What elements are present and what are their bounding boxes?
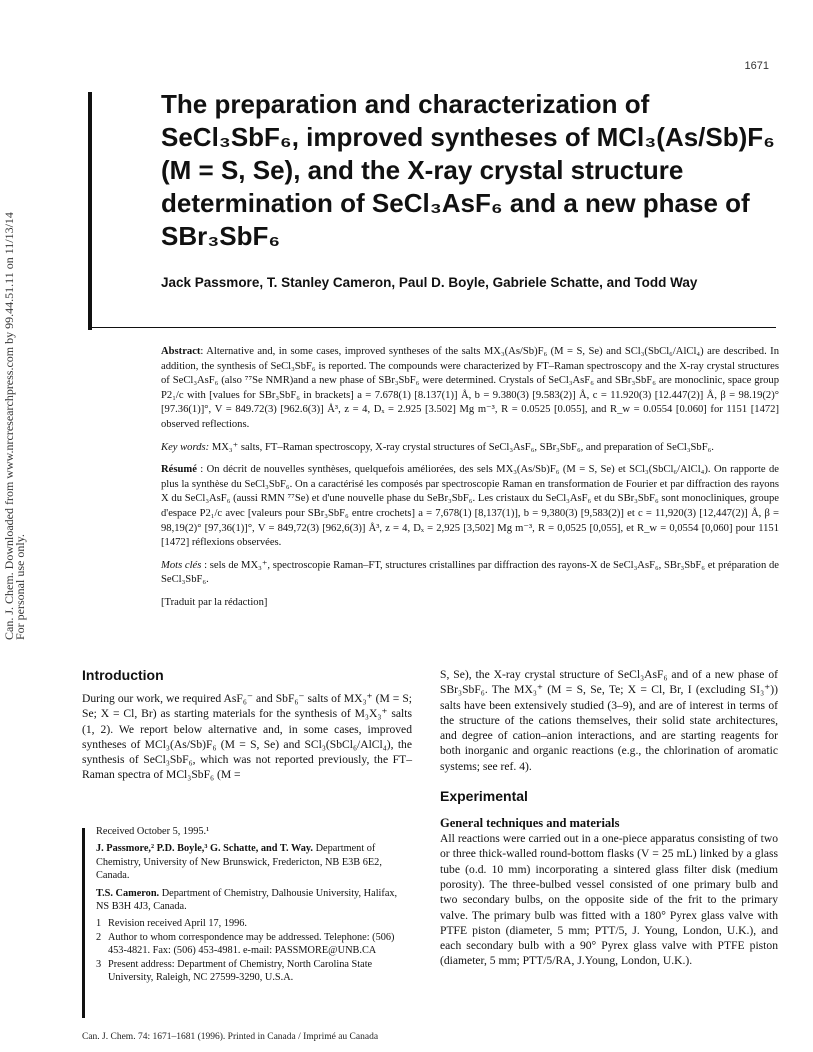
page-number: 1671 [744,60,769,72]
keywords-paragraph [161,441,779,456]
resume-paragraph [161,463,779,551]
translation-note: [Traduit par la rédaction] [161,596,268,608]
introduction-section [82,667,412,783]
received-date: Received October 5, 1995.¹ [96,826,210,837]
author-list: Jack Passmore, T. Stanley Cameron, Paul D. Boyle, Gabriele Schatte, and Todd Way [161,275,698,290]
info-box-accent-bar [82,828,85,1018]
affiliation-dalhousie-names: T.S. Cameron. [96,887,160,899]
mots-cles-label: Mots clés [161,559,202,571]
footnote [96,958,412,985]
abstract-section [161,345,779,619]
affiliation-unb [96,842,412,882]
techniques-subheading: General techniques and materials [440,816,620,831]
footnote-text: Author to whom correspondence may be addressed. Telephone: (506) 453-4821. Fax: (506) 453-4981. e-mail: PASSMORE@UNB.CA [108,931,395,957]
keywords-text: MX₃⁺ salts, FT–Raman spectroscopy, X-ray crystal structures of SeCl₃AsF₆, SBr₃SbF₆, and preparation of SeCl₃SbF₆. [209,441,714,453]
title-divider [88,327,776,328]
resume-text: : On décrit de nouvelles synthèses, quelquefois améliorées, des sels MX₃(As/Sb)F₆ (M = S, Se) et SCl₃(SbCl₆/AlCl₄). On rapporte de plus la synthèse du SeCl₃SbF₆. On a caractérisé les composés par spectroscopie Raman en transformation de Fourier et par diffraction des rayons X du SeCl₃AsF₆ (aussi RMN ⁷⁷Se) et d'une nouvelle phase du SeBr₃SbF₆. Les cristaux du SeCl₃AsF₆ et du SBr₃SbF₆ sont monocliniques, groupe d'espace P2₁/c avec [valeurs pour SBr₃SbF₆ entre crochets] a = 7,678(1) [8,137(1)], b = 9,380(3) [9,583(2)] et c = 11,920(3) [12,447(2)] Å, β = 98,19(2)° [97,36(1)]°, V = 849,72(3) [962,6(3)] Å³, z = 4, Dₓ = 2,925 [3,502] Mg m⁻³, R = 0,0525 [0,055], et R_w = 0,0554 [0,060] pour 1151 [1472] réflexions observées. [161,464,779,549]
title-accent-bar [88,92,92,330]
mots-cles-paragraph [161,559,779,588]
introduction-heading: Introduction [82,667,164,683]
experimental-text: All reactions were carried out in a one-piece apparatus consisting of two or three thick-walled round-bottom flasks (V = 25 mL) linked by a glass tube (o.d. 10 mm) incorporating a sintered glass filter disk (medium porosity). The three-bulbed vessel consisted of one primary bulb and two secondary bulbs, on the opposite side of the frit to the primary valve. The primary bulb was fitted with a 180° Pyrex glass valve with PTFE piston (diameter, 5 mm; PTT/5, J. Young, London, U.K.), and each secondary bulb with a 90° Pyrex glass valve with PTFE piston (diameter, 5 mm; PTT/5/RA, J.Young, London, U.K.). [440,832,778,968]
download-watermark [2,212,27,640]
affiliation-dalhousie-text: Department of Chemistry, Dalhousie University, Halifax, NS B3H 4J3, Canada. [96,887,398,913]
footnote-text: Present address: Department of Chemistry, North Carolina State University, Raleigh, NC 27599-3290, U.S.A. [108,958,373,984]
footnote-number: 2 [96,931,102,943]
affiliation-unb-text: Department of Chemistry, University of New Brunswick, Fredericton, NB E3B 6E2, Canada. [96,843,382,882]
footnote [96,931,412,958]
watermark-line-1: Can. J. Chem. Downloaded from www.nrcresearchpress.com by 99.44.51.11 on 11/13/14 [2,212,16,640]
watermark-line-2: For personal use only. [13,534,27,640]
abstract-paragraph [161,345,779,433]
article-title: The preparation and characterization of SeCl₃SbF₆, improved syntheses of MCl₃(As/Sb)F₆ (M = S, Se), and the X-ray crystal structure determination of SeCl₃AsF₆ and a new phase of SBr₃SbF₆ [161,89,775,251]
footnote-number: 3 [96,958,102,970]
abstract-text: : Alternative and, in some cases, improved syntheses of the salts MX₃(As/Sb)F₆ (M = S, Se) and SCl₃(SbCl₆/AlCl₄) are described. In addition, the synthesis of SeCl₃SbF₆ is reported. The compounds were characterized by FT–Raman spectroscopy and the X-ray crystal structures of SeCl₃AsF₆ (also ⁷⁷Se NMR)and a new phase of SBr₃SbF₆ were determined. Crystals of SeCl₃AsF₆ and SBr₃SbF₆ are monoclinic, space group P2₁/c with [values for SBr₃SbF₆ in brackets] a = 7.678(1) [8.137(1)] Å, b = 9.380(3) [9.583(2)] Å, c = 11.920(3) [12.447(2)] Å, β = 98.19(2)° [97.36(1)]°, V = 849.72(3) [962.6(3)] Å³, z = 4, Dₓ = 2.925 [3.502] Mg m⁻³, R = 0.0525 [0.055], and R_w = 0.0554 [0.060] for 1151 [1472] observed reflections. [161,346,779,430]
resume-label: Résumé [161,464,197,476]
affiliation-unb-names: J. Passmore,² P.D. Boyle,³ G. Schatte, and T. Way. [96,843,313,855]
footnote-text: Revision received April 17, 1996. [108,918,247,930]
citation-footer: Can. J. Chem. 74: 1671–1681 (1996). Printed in Canada / Imprimé au Canada [82,1032,379,1042]
mots-cles-text: : sels de MX₃⁺, spectroscopie Raman–FT, structures cristallines par diffraction des rayons-X de SeCl₃AsF₆, SBr₃SbF₆ et préparation de SeCl₃SbF₆. [161,559,779,586]
footnote [96,917,412,930]
experimental-heading: Experimental [440,788,528,805]
author-info-box [96,825,412,984]
right-column [440,667,778,969]
keywords-label: Key words: [161,441,210,453]
abstract-label: Abstract [161,346,201,357]
footnote-number: 1 [96,918,102,930]
affiliation-dalhousie [96,887,412,914]
introduction-continued-text: S, Se), the X-ray crystal structure of SeCl₃AsF₆ and of a new phase of SBr₃SbF₆. The MX₃⁺ (M = S, Se, Te; X = Cl, Br, I (excluding SI₃⁺)) salts have been extensively studied (3–9), and are of interest in terms of the structure of the cations themselves, their solid state architectures, and degree of cation–anion interactions, and are starting reagents for both inorganic and organic reactions (e.g., the chlorination of aromatic systems; see ref. 4). [440,668,778,773]
introduction-text: During our work, we required AsF₆⁻ and SbF₆⁻ salts of MX₃⁺ (M = S; Se; X = Cl, Br) as starting materials for the synthesis of M₃X₃⁺ salts (1, 2). We report below alternative and, in some cases, improved syntheses of MCl₃(As/Sb)F₆ (M = S, Se) and SCl₃(SbCl₆/AlCl₄), the synthesis of SeCl₃SbF₆, which was not reported previously, the FT–Raman spectra of MCl₃SbF₆ (M = [82,692,412,782]
